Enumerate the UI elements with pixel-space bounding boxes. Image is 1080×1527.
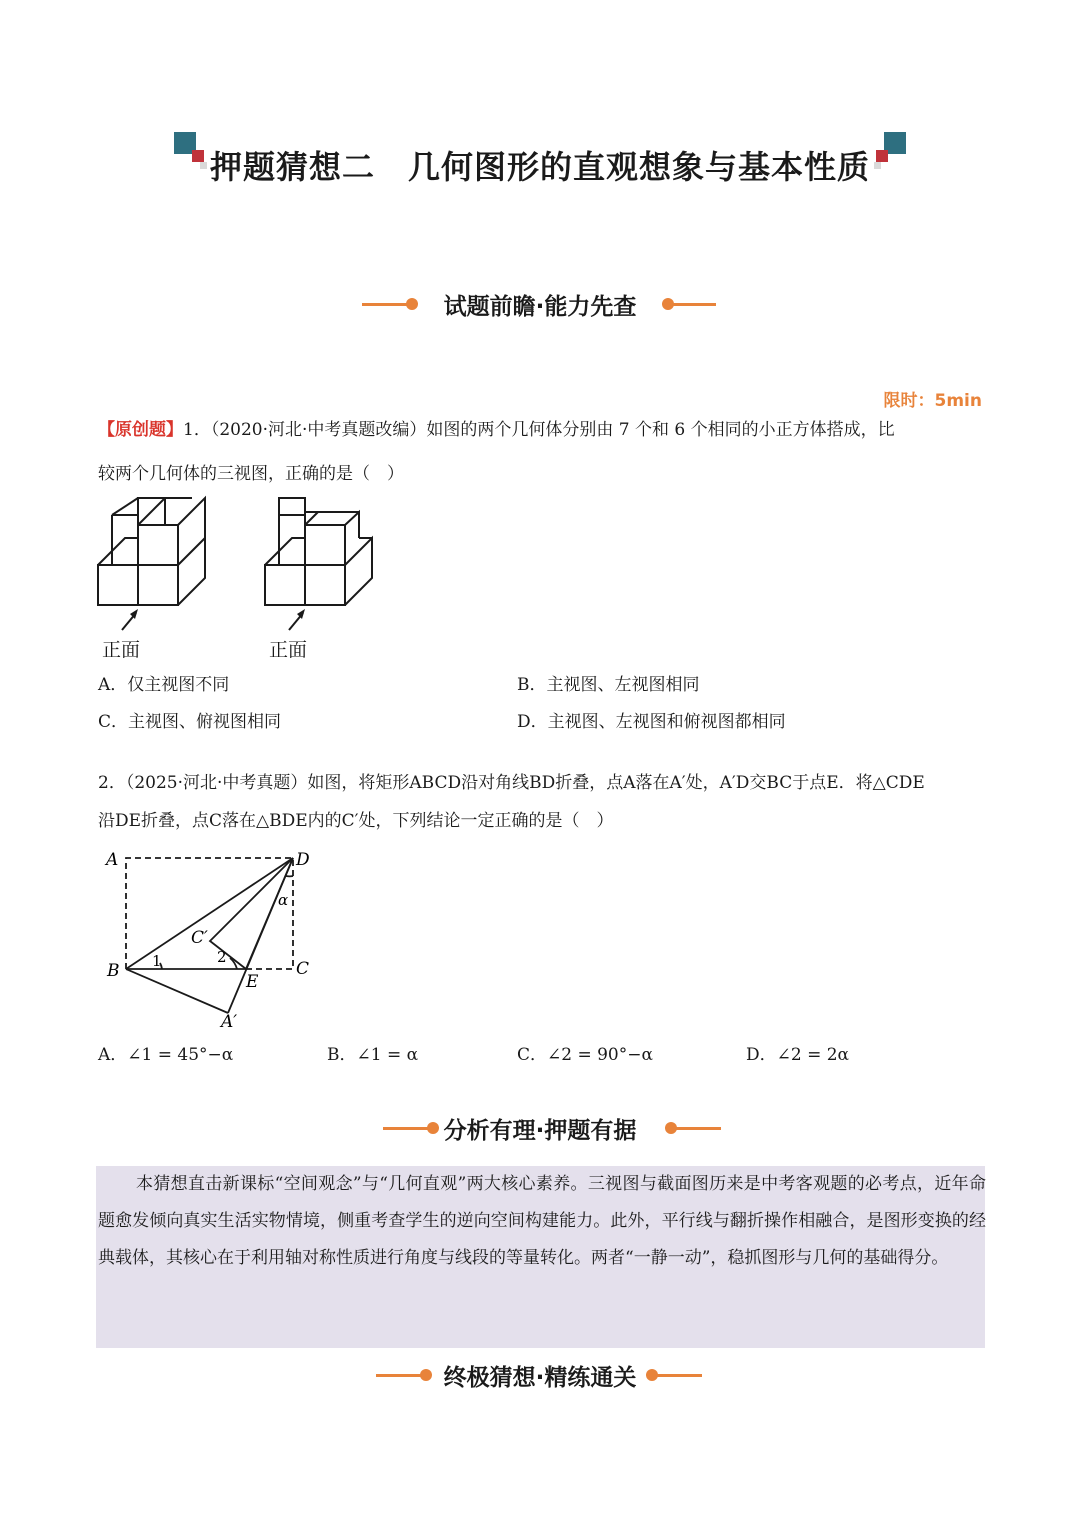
q1-tag: 【原创题】 [98,420,183,440]
front-label-2: 正面 [269,639,308,661]
title-decoration-right-icon [872,130,908,170]
label-E: E [246,972,259,992]
label-B: B [107,961,120,981]
q2-line-1: 2．（2025·河北·中考真题）如图，将矩形ABCD沿对角线BD折叠，点A落在A′处，A′D交BC于点E．将△CDE [98,773,925,793]
q2-line-2: 沿DE折叠，点C落在△BDE内的C′处，下列结论一定正确的是（ ） [98,811,614,831]
page-title: 押题猜想二 几何图形的直观想象与基本性质 [209,148,870,186]
cube-figure-1 [92,495,212,635]
label-angle-1: 1 [152,952,162,970]
fold-geometry-figure [100,845,340,1035]
analysis-text: 本猜想直击新课标“空间观念”与“几何直观”两大核心素养。三视图与截面图历来是中考客观题的必考点，近年命题愈发倾向真实生活实物情境，侧重考查学生的逆向空间构建能力。此外，平行线与翻折操作相融合，是图形变换的经典载体，其核心在于利用轴对称性质进行角度与线段的等量转化。两者“一静一动”，稳抓图形与几何的基础得分。 [98,1174,986,1268]
section-heading-analysis [0,1112,1080,1146]
cube-figure-2 [259,495,379,635]
heading-line-right [668,303,716,306]
section-label-analysis: 分析有理·押题有据 [443,1118,637,1144]
time-limit: 限时：5min [883,391,982,411]
heading-line-right [671,1127,721,1130]
q1-line-2: 较两个几何体的三视图，正确的是（ ） [98,464,404,484]
label-alpha: α [278,891,289,909]
section-label-preview: 试题前瞻·能力先查 [443,294,637,320]
section-label-final: 终极猜想·精练通关 [443,1365,637,1391]
section-heading-preview [0,288,1080,322]
q1-option-b[interactable]: B．主视图、左视图相同 [517,675,700,695]
q2-option-d[interactable]: D．∠2 = 2α [746,1045,850,1065]
q1-option-d[interactable]: D．主视图、左视图和俯视图都相同 [517,712,786,732]
label-D: D [296,850,310,870]
label-C-prime: C′ [191,928,208,948]
label-A: A [106,850,119,870]
label-A-prime: A′ [221,1012,238,1032]
title-block [0,128,1080,198]
heading-line-right [652,1374,702,1377]
q1-option-c[interactable]: C．主视图、俯视图相同 [98,712,282,732]
q1-line-1 [98,418,895,442]
q2-option-a[interactable]: A．∠1 = 45°−α [98,1045,234,1065]
q2-option-b[interactable]: B．∠1 = α [327,1045,419,1065]
q1-text-1: 1．（2020·河北·中考真题改编）如图的两个几何体分别由 7 个和 6 个相同的小正方体搭成，比 [183,420,895,440]
q2-option-c[interactable]: C．∠2 = 90°−α [517,1045,653,1065]
q1-option-a[interactable]: A．仅主视图不同 [98,675,230,695]
section-heading-final [0,1359,1080,1393]
label-C: C [296,959,310,979]
label-angle-2: 2 [217,948,227,966]
front-label-1: 正面 [102,639,141,661]
